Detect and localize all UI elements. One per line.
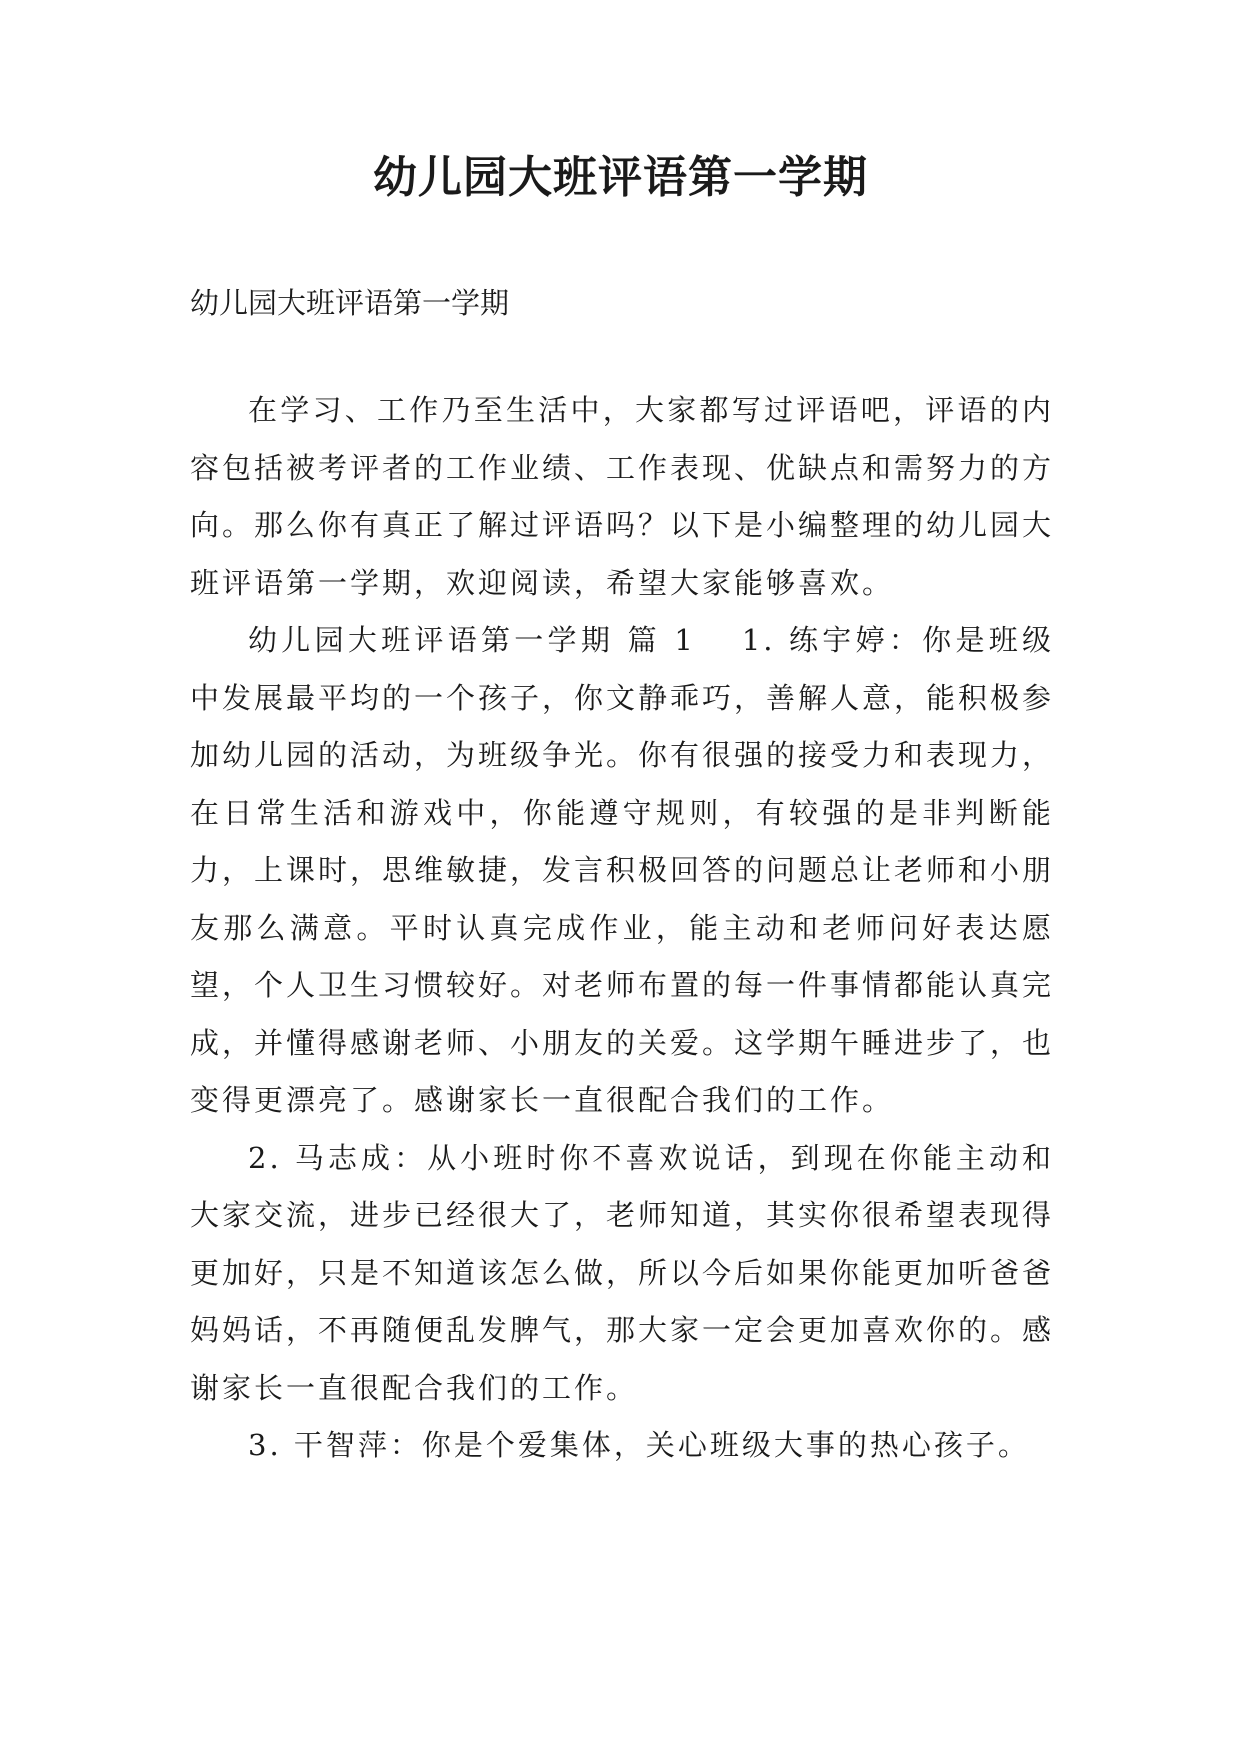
section-paragraph-1 [190, 612, 1054, 1130]
intro-paragraph: 在学习、工作乃至生活中，大家都写过评语吧，评语的内容包括被考评者的工作业绩、工作表现、优缺点和需努力的方向。那么你有真正了解过评语吗？以下是小编整理的幼儿园大班评语第一学期，欢迎阅读，希望大家能够喜欢。 [190, 393, 1055, 600]
comment-3: 3. 干智萍：你是个爱集体，关心班级大事的热心孩子。 [248, 1428, 1030, 1462]
document-title: 幼儿园大班评语第一学期 [373, 152, 868, 203]
comment-2: 2. 马志成：从小班时你不喜欢说话，到现在你能主动和大家交流，进步已经很大了，老师知道，其实你很希望表现得更加好，只是不知道该怎么做，所以今后如果你能更加听爸爸妈妈话，不再随便乱发脾气，那大家一定会更加喜欢你的。感谢家长一直很配合我们的工作。 [190, 1140, 1055, 1405]
document-subtitle: 幼儿园大班评语第一学期 [190, 286, 510, 320]
document-body [190, 282, 1054, 1475]
comment-1: 1. 练宇婷：你是班级中发展最平均的一个孩子，你文静乖巧，善解人意，能积极参加幼儿园的活动，为班级争光。你有很强的接受力和表现力，在日常生活和游戏中，你能遵守规则，有较强的是非判断能力，上课时，思维敏捷，发言积极回答的问题总让老师和小朋友那么满意。平时认真完成作业，能主动和老师问好表达愿望，个人卫生习惯较好。对老师布置的每一件事情都能认真完成，并懂得感谢老师、小朋友的关爱。这学期午睡进步了，也变得更漂亮了。感谢家长一直很配合我们的工作。 [190, 623, 1055, 1117]
section-heading: 幼儿园大班评语第一学期 篇 1 [248, 623, 696, 657]
